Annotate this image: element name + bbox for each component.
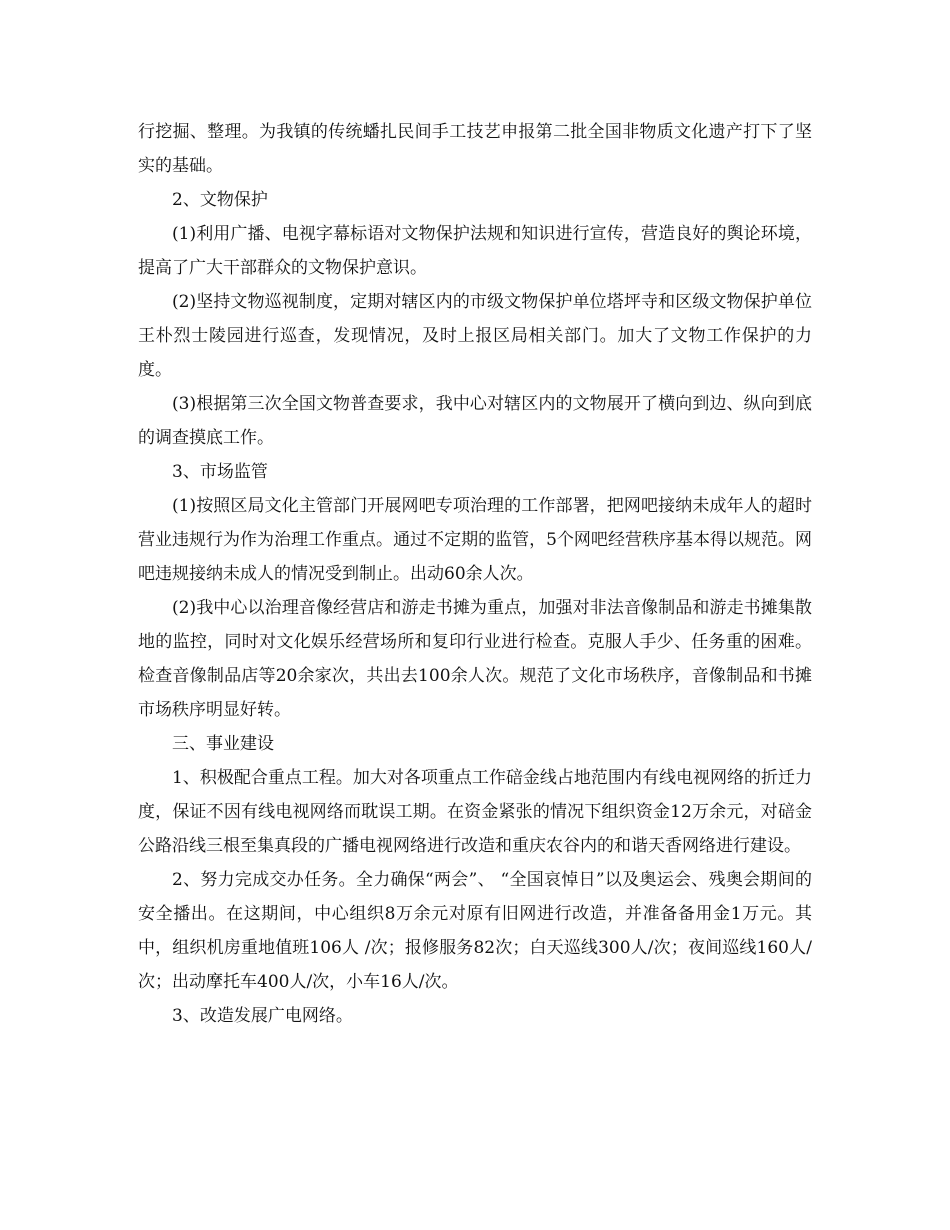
paragraph-relics-3: (3)根据第三次全国文物普查要求，我中心对辖区内的文物展开了横向到边、纵向到底的调查摸底工作。 xyxy=(138,394,812,448)
paragraph-continuation: 行挖掘、整理。为我镇的传统蟠扎民间手工技艺申报第二批全国非物质文化遗产打下了坚实的基础。 xyxy=(138,122,812,176)
paragraph-market-1: (1)按照区局文化主管部门开展网吧专项治理的工作部署，把网吧接纳未成年人的超时营业违规行为作为治理工作重点。通过不定期的监管，5个网吧经营秩序基本得以规范。网吧违规接纳未成人的情况受到制止。出动60余人次。 xyxy=(138,496,812,584)
paragraph-construction-2: 2、努力完成交办任务。全力确保“两会”、 “全国哀悼日”以及奥运会、残奥会期间的安全播出。在这期间，中心组织8万余元对原有旧网进行改造，并准备备用金1万元。其中，组织机房重地值班106人 /次；报修服务82次；白天巡线300人/次；夜间巡线160人/次；出动摩托车400人/次，小车16人/次。 xyxy=(138,870,812,992)
paragraph-construction-3: 3、改造发展广电网络。 xyxy=(172,1006,353,1026)
paragraph-relics-2: (2)坚持文物巡视制度，定期对辖区内的市级文物保护单位塔坪寺和区级文物保护单位王朴烈士陵园进行巡查，发现情况，及时上报区局相关部门。加大了文物工作保护的力度。 xyxy=(138,292,812,380)
paragraph-relics-1: (1)利用广播、电视字幕标语对文物保护法规和知识进行宣传，营造良好的舆论环境，提高了广大干部群众的文物保护意识。 xyxy=(138,224,812,278)
paragraph-market-2: (2)我中心以治理音像经营店和游走书摊为重点，加强对非法音像制品和游走书摊集散地的监控，同时对文化娱乐经营场所和复印行业进行检查。克服人手少、任务重的困难。检查音像制品店等20余家次，共出去100余人次。规范了文化市场秩序，音像制品和书摊市场秩序明显好转。 xyxy=(138,598,812,720)
section-heading-cultural-relics: 2、文物保护 xyxy=(172,190,268,210)
section-heading-construction: 三、事业建设 xyxy=(172,734,274,754)
paragraph-construction-1: 1、积极配合重点工程。加大对各项重点工作碚金线占地范围内有线电视网络的折迁力度，保证不因有线电视网络而耽误工期。在资金紧张的情况下组织资金12万余元，对碚金公路沿线三根至集真段的广播电视网络进行改造和重庆农谷内的和谐天香网络进行建设。 xyxy=(138,768,812,856)
section-heading-market: 3、市场监管 xyxy=(172,462,268,482)
